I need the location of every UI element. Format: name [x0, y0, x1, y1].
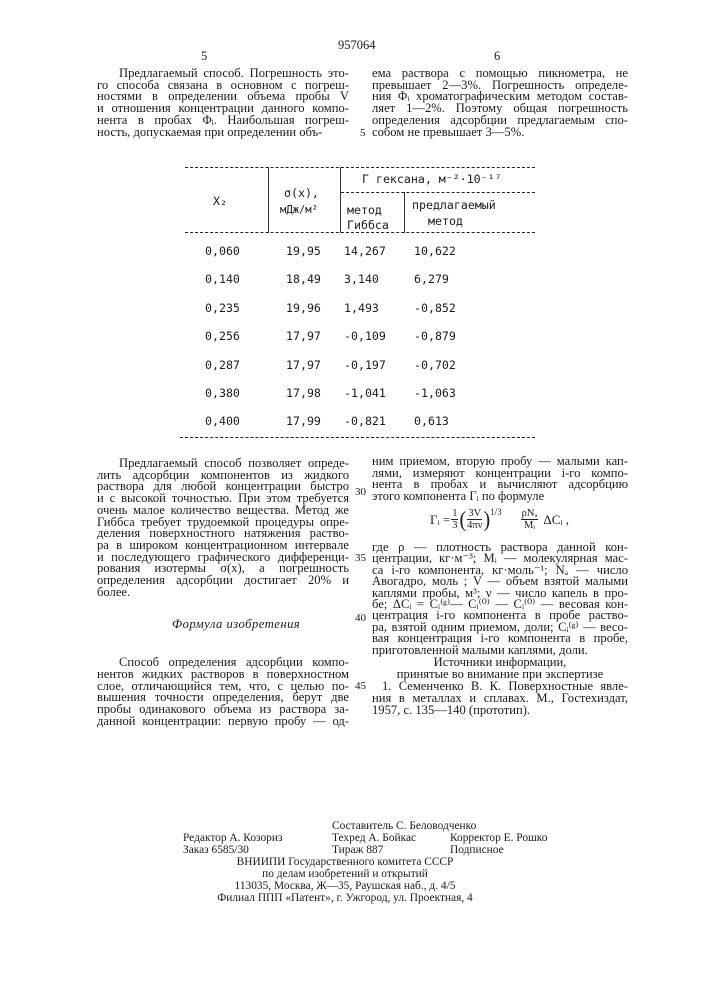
text-line: нента в пробах и вычисляют адсорбцию — [372, 478, 628, 490]
text-line: где ρ — плотность раствора данной кон- — [372, 541, 628, 553]
footer-org-4: Филиал ППП «Патент», г. Ужгород, ул. Проектная, 4 — [185, 892, 505, 904]
left-paren: ( — [459, 509, 466, 531]
text-line: вышения точности определения, берут две — [97, 691, 349, 703]
text-line: определения адсорбции предлагаемым спо- — [372, 114, 628, 126]
formula-lhs: Γᵢ = — [430, 512, 450, 528]
proposed-adsorption-value: 0,613 — [414, 414, 449, 428]
text-line: Гиббса требует трудоемкой процедуры опре- — [97, 516, 349, 528]
text-line: центрация i-го компонента в пробе раство- — [372, 609, 628, 621]
x2-value: 0,380 — [205, 386, 240, 400]
denominator: Mᵢ — [524, 520, 535, 531]
claims-heading: Формула изобретения — [172, 617, 300, 632]
right-intro-paragraph — [372, 67, 628, 139]
x2-value: 0,400 — [205, 414, 240, 428]
surface-tension-value: 19,96 — [286, 301, 321, 315]
text-line: рования изотермы σ(x), а погрешность — [97, 562, 349, 574]
header-surface-tension-units: мДж/м² — [280, 204, 318, 216]
header-surface-tension: σ(x), — [284, 186, 319, 200]
gibbs-adsorption-value: -0,109 — [344, 329, 386, 343]
text-line: пробы одинакового объема из раствора за- — [97, 703, 349, 715]
text-line: Источники информации, — [372, 656, 628, 668]
text-line: вая концентрация i-го компонента в пробе, — [372, 632, 628, 644]
footer-proofreader: Корректор Е. Рошко — [450, 832, 547, 844]
surface-tension-value: 19,95 — [286, 244, 321, 258]
proposed-adsorption-value: -0,852 — [414, 301, 456, 315]
text-line: деления поверхностного натяжения раство- — [97, 527, 349, 539]
patent-number: 957064 — [338, 38, 376, 53]
text-line: и последующего графического дифференци- — [97, 551, 349, 563]
table-bottom-rule — [180, 437, 535, 438]
left-main-paragraph — [97, 457, 349, 599]
text-line: приготовленной малыми каплями, доли. — [372, 644, 628, 656]
text-line: центрации, кг·м⁻³; Mᵢ — молекулярная мас- — [372, 552, 628, 564]
surface-tension-value: 17,97 — [286, 358, 321, 372]
text-line: каплями пробы, м³; ν — число капель в про- — [372, 587, 628, 599]
table-top-rule — [185, 167, 535, 168]
gibbs-adsorption-value: 3,140 — [344, 272, 379, 286]
surface-tension-value: 17,98 — [286, 386, 321, 400]
header-bottom-rule — [185, 232, 535, 233]
text-line: и с высокой точностью. При этом требуется — [97, 492, 349, 504]
footer-subscription: Подписное — [450, 844, 504, 856]
numerator: 1 — [451, 508, 458, 520]
x2-value: 0,235 — [205, 301, 240, 315]
text-line: лить адсорбции компонентов из жидкого — [97, 469, 349, 481]
gibbs-adsorption-value: -0,821 — [344, 414, 386, 428]
text-line: ним приемом, вторую пробу — малыми кап- — [372, 455, 628, 467]
text-line: более. — [97, 586, 349, 598]
text-line: определения адсорбции достигает 20% и — [97, 574, 349, 586]
gibbs-adsorption-value: -0,197 — [344, 358, 386, 372]
line-number-30: 30 — [355, 486, 366, 498]
claim-paragraph — [97, 656, 349, 728]
surface-tension-value: 17,99 — [286, 414, 321, 428]
column-divider — [268, 167, 269, 233]
x2-value: 0,287 — [205, 358, 240, 372]
denominator: 4πν — [467, 520, 482, 531]
text-line: ра в широком концентрационном интервале — [97, 539, 349, 551]
line-number-5: 5 — [360, 127, 366, 139]
text-line: ния Φᵢ хроматографическим методом состав- — [372, 90, 628, 102]
text-line: ляет 1—2%. Поэтому общая погрешность — [372, 102, 628, 114]
surface-tension-value: 17,97 — [286, 329, 321, 343]
proposed-adsorption-value: 6,279 — [414, 272, 449, 286]
page-number-right: 6 — [494, 49, 500, 64]
text-line: раствора для любой концентрации быстро — [97, 480, 349, 492]
fraction-density — [521, 508, 539, 531]
text-line: са i-го компонента, кг·моль⁻¹; Nₐ — число — [372, 564, 628, 576]
right-main-paragraph — [372, 455, 628, 503]
text-line: нента в пробах Φᵢ. Наибольшая погреш- — [97, 114, 349, 126]
gibbs-adsorption-value: -1,041 — [344, 386, 386, 400]
text-line: ния в металлах и сплавах. М., Гостехиздат, — [372, 692, 628, 704]
fraction-volume — [467, 508, 482, 531]
group-header-rule — [341, 192, 535, 193]
text-line: ра, взятой одним приемом, доли; Cᵢ⁽ᵍ⁾ — весо- — [372, 621, 628, 633]
text-line: собом не превышает 3—5%. — [372, 126, 628, 138]
text-line: нентов жидких растворов в поверхностном — [97, 668, 349, 680]
header-gibbs-1: метод — [347, 203, 382, 217]
text-line: лями, измеряют концентрации i-го компо- — [372, 467, 628, 479]
text-line: го способа связана в основном с погреш- — [97, 79, 349, 91]
column-divider — [340, 167, 341, 233]
footer-editor: Редактор А. Козориз — [183, 832, 282, 844]
header-gibbs-2: Гиббса — [347, 218, 389, 232]
text-line: данной концентрации: первую пробу — од- — [97, 715, 349, 727]
proposed-adsorption-value: -0,702 — [414, 358, 456, 372]
text-line: 1. Семенченко В. К. Поверхностные явле- — [372, 680, 628, 692]
formula-tail: ΔCᵢ , — [543, 512, 569, 528]
right-paren: ) — [483, 509, 490, 531]
footer-circulation: Тираж 887 — [332, 844, 383, 856]
header-proposed-2: метод — [428, 214, 463, 228]
line-number-35: 35 — [355, 552, 366, 564]
gibbs-adsorption-value: 1,493 — [344, 301, 379, 315]
text-line: принятые во внимание при экспертизе — [372, 668, 628, 680]
proposed-adsorption-value: -0,879 — [414, 329, 456, 343]
formula-legend — [372, 541, 628, 659]
text-line: ема раствора с помощью пикнометра, не — [372, 67, 628, 79]
header-x2: X₂ — [213, 194, 227, 208]
text-line: слое, отличающийся тем, что, с целью по- — [97, 680, 349, 692]
reference-list — [372, 680, 628, 716]
fraction-one-third — [451, 508, 458, 531]
text-line: превышает 2—3%. Погрешность определе- — [372, 79, 628, 91]
text-line: ностями в определении объема пробы V — [97, 90, 349, 102]
header-gamma-hexane: Γ гексана, м⁻²·10⁻¹⁷ — [362, 172, 502, 186]
sources-heading — [372, 656, 628, 680]
footer-org-1: ВНИИПИ Государственного комитета СССР — [185, 856, 505, 868]
footer-order: Заказ 6585/30 — [183, 844, 249, 856]
text-line: бе; ΔCᵢ = Cᵢ⁽ᵍ⁾— Cᵢ⁽⁰⁾ — Cᵢ⁽⁰⁾ — весовая кон- — [372, 598, 628, 610]
text-line: Предлагаемый способ. Погрешность это- — [97, 67, 349, 79]
footer-compiler: Составитель С. Беловодченко — [332, 820, 476, 832]
x2-value: 0,256 — [205, 329, 240, 343]
text-line: Способ определения адсорбции компо- — [97, 656, 349, 668]
column-divider — [404, 192, 405, 233]
text-line: Авогадро, моль ; V — объем взятой малыми — [372, 575, 628, 587]
surface-tension-value: 18,49 — [286, 272, 321, 286]
left-intro-paragraph — [97, 67, 349, 139]
text-line: этого компонента Γᵢ по формуле — [372, 490, 628, 502]
text-line: и отношения концентрации данного компо- — [97, 102, 349, 114]
x2-value: 0,140 — [205, 272, 240, 286]
text-line: очень малое количество вещества. Метод же — [97, 504, 349, 516]
footer-org-2: по делам изобретений и открытий — [185, 868, 505, 880]
text-line: ность, допускаемая при определении объ- — [97, 126, 349, 138]
formula-exponent: 1/3 — [490, 507, 502, 517]
gibbs-adsorption-value: 14,267 — [344, 244, 386, 258]
footer-org-3: 113035, Москва, Ж—35, Раушская наб., д. 4/5 — [185, 880, 505, 892]
denominator: 3 — [452, 520, 457, 531]
x2-value: 0,060 — [205, 244, 240, 258]
text-line: 1957, с. 135—140 (прототип). — [372, 704, 628, 716]
line-number-45: 45 — [355, 680, 366, 692]
numerator: ρNₐ — [521, 508, 539, 520]
proposed-adsorption-value: 10,622 — [414, 244, 456, 258]
numerator: 3V — [467, 508, 482, 520]
header-proposed-1: предлагаемый — [412, 198, 496, 212]
text-line: Предлагаемый способ позволяет опреде- — [97, 457, 349, 469]
adsorption-formula — [430, 508, 569, 531]
footer-tech-editor: Техред А. Бойкас — [332, 832, 416, 844]
page-number-left: 5 — [201, 49, 207, 64]
line-number-40: 40 — [355, 612, 366, 624]
proposed-adsorption-value: -1,063 — [414, 386, 456, 400]
